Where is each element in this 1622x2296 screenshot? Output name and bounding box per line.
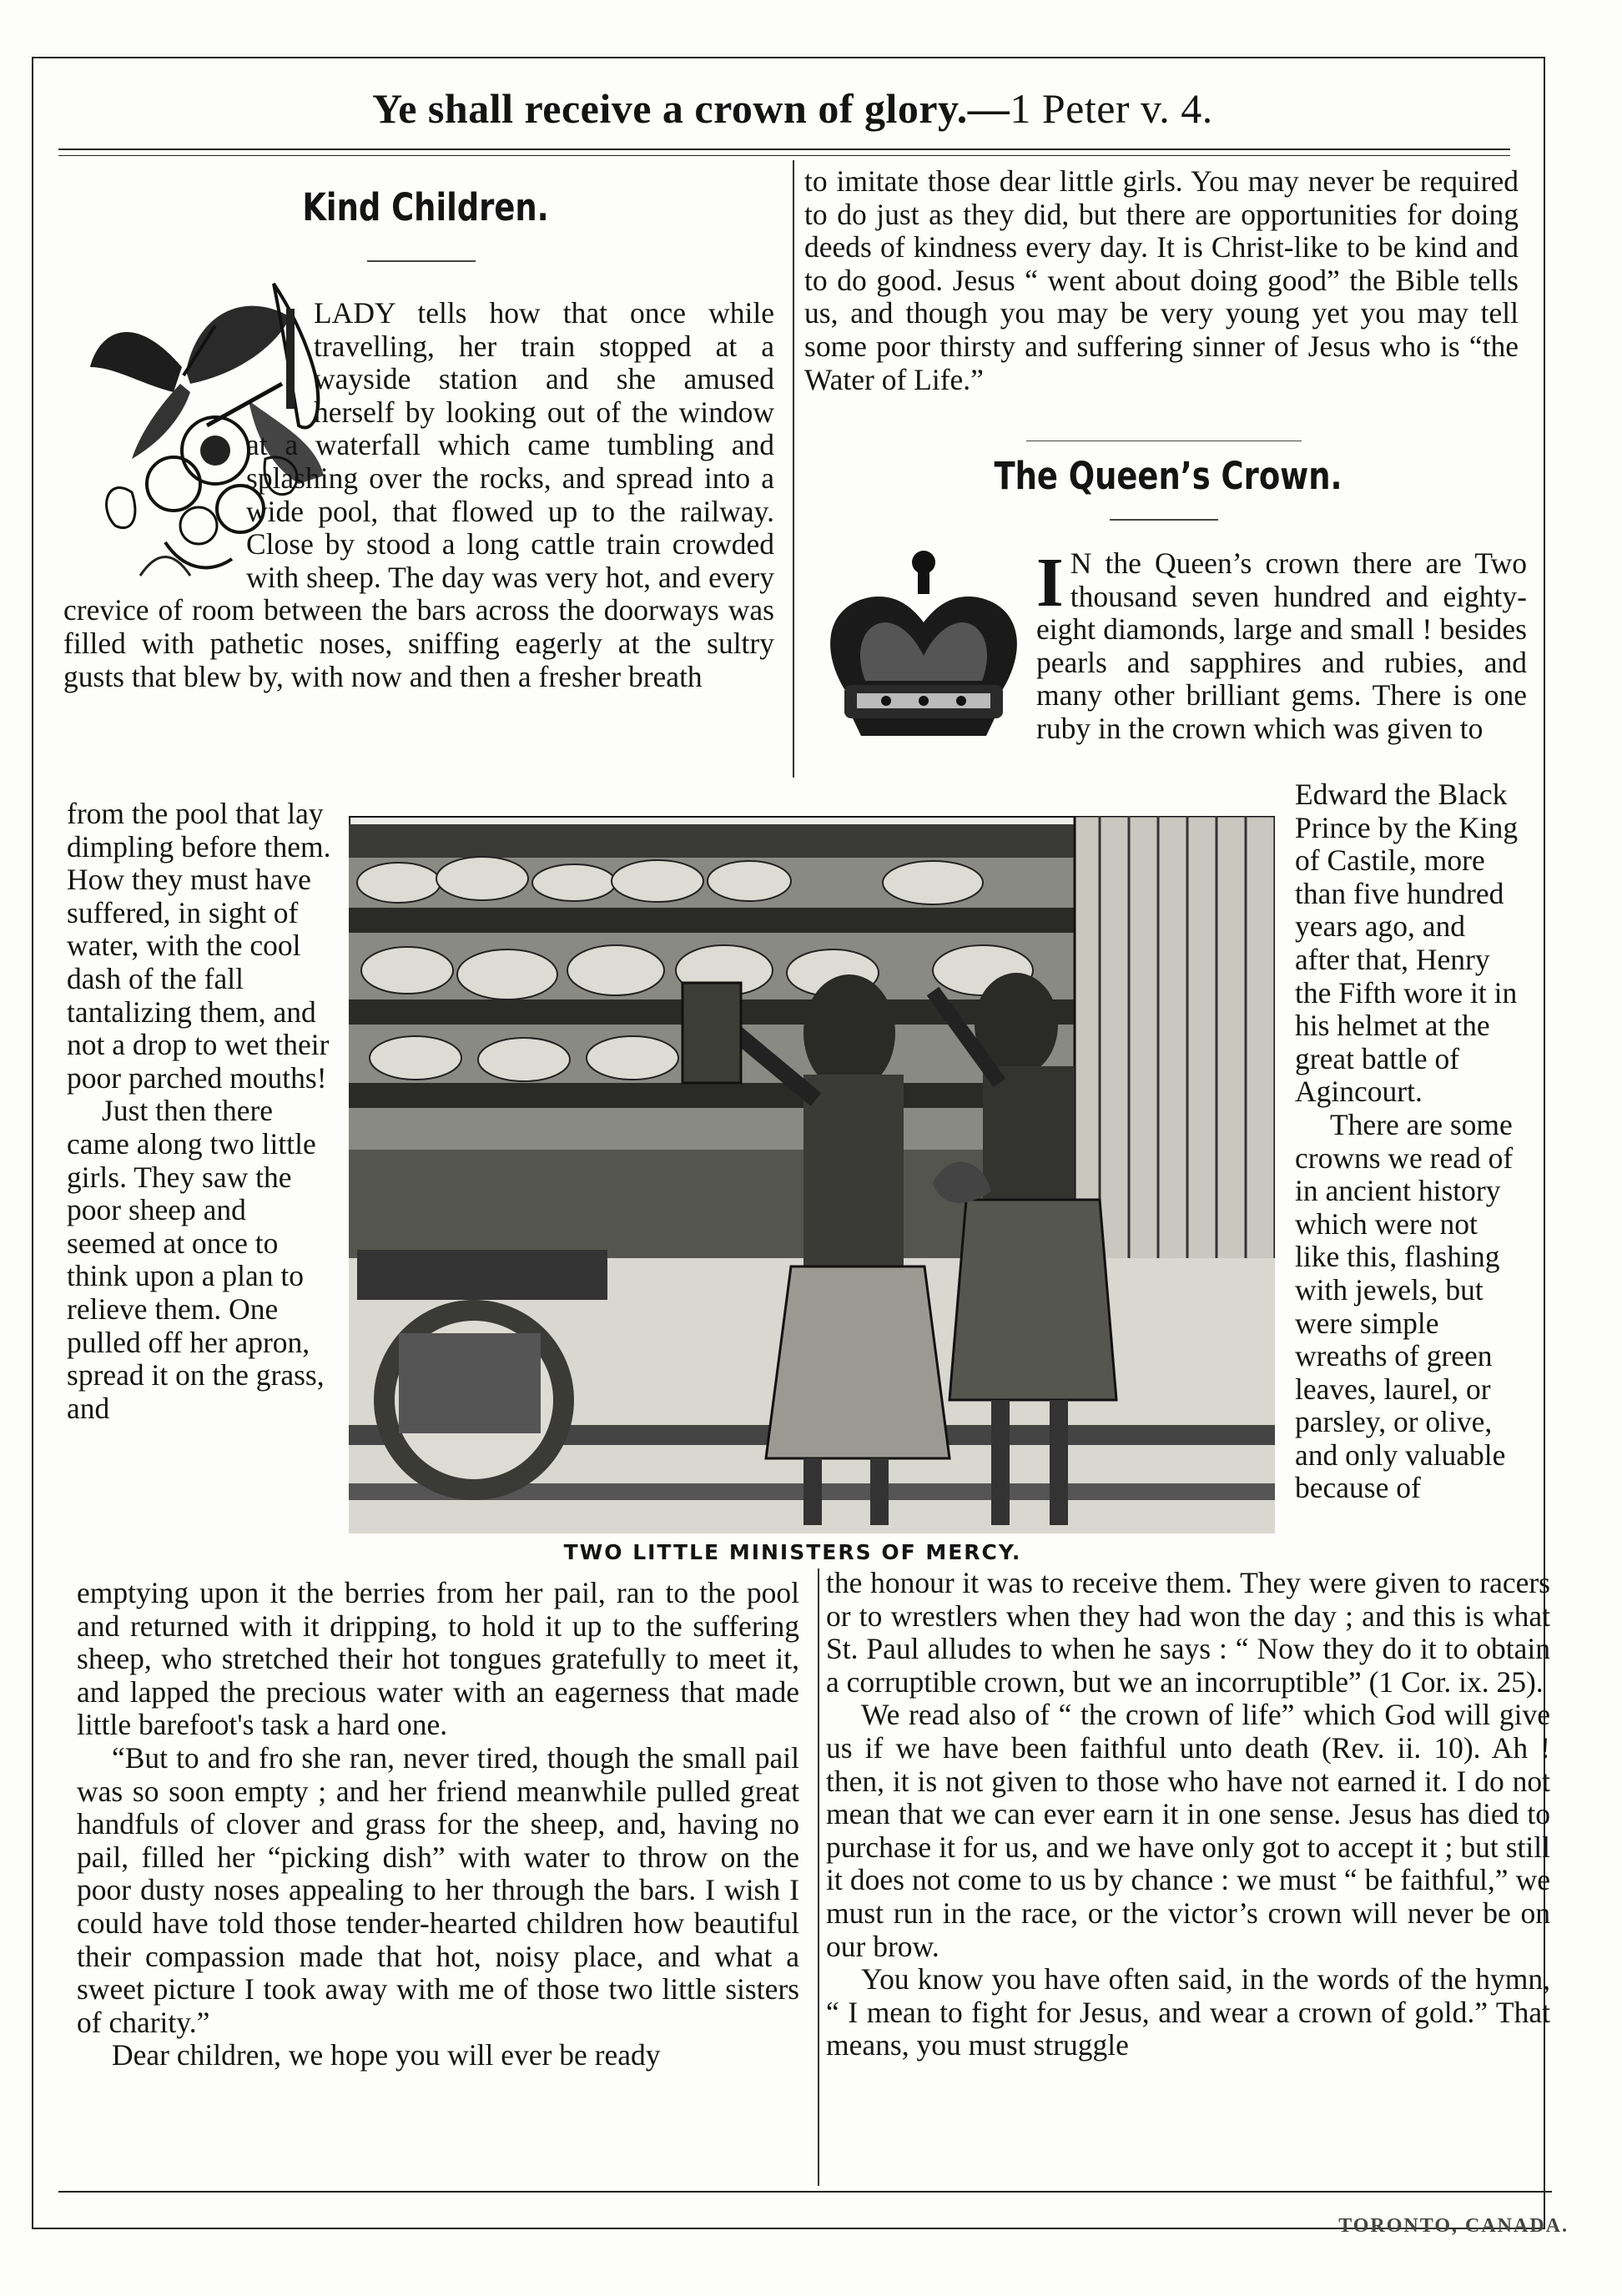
kind-children-bottom-column xyxy=(77,1577,799,2072)
queens-crown-title: The Queen’s Crown. xyxy=(994,454,1342,498)
two-little-ministers-illustration xyxy=(349,816,1275,1533)
header-rule xyxy=(58,149,1510,150)
header-reference: 1 Peter v. 4. xyxy=(1010,85,1213,132)
queens-crown-intro-text: N the Queen’s crown there are Two thousand seven hundred and eighty-eight diamonds, large and small ! besides pearls and sapphires and rubies, and many other brilliant gems. There is one ruby in the crown which was given to xyxy=(1036,546,1527,745)
kind-children-left-column xyxy=(67,798,332,1425)
header-rule-thin xyxy=(58,155,1510,156)
footer-imprint xyxy=(250,2215,1569,2248)
column-divider-top xyxy=(793,160,794,778)
kind-children-intro-text: LADY tells how that once while travelling, her train stopped at a wayside station and she amused herself by looking out of the window at a waterfall which came tumbling and splashing over the rocks, and spread into a wide pool, that flowed up to the railway. Close by stood a long cattle train crowded with sheep. The day was very hot, and every crevice of room between the bars across the doorways was filled with pathetic noses, sniffing eagerly at the sultry gusts that blew by, with now and then a fresher breath xyxy=(63,296,774,693)
queens-bottom-para-2: We read also of “ the crown of life” which God will give us if we have been faithful unto death (Rev. ii. 10). Ah ! then, it is not given to those who have not earned it. I do not mean that we can ever earn it in one sense. Jesus has died to purchase it for us, and we have only got to accept it ; but still it does not come to us by chance : we must “ be faithful,” we must run in the race, or the victor’s crown will never be on our brow. xyxy=(826,1698,1550,1963)
queens-bottom-para-3: You know you have often said, in the words of the hymn, “ I mean to fight for Jesus, and wear a crown of gold.” That means, you must struggle xyxy=(826,1962,1550,2062)
kind-children-title: Kind Children. xyxy=(302,185,549,229)
bottom-para-2: “But to and fro she ran, never tired, though the small pail was so soon empty ; and her friend meanwhile pulled great handfuls of clover and grass for the sheep, and, having no pail, filled her “picking dish” with water to throw on the poor dusty noses appealing to her through the bars. I wish I could have told those tender-hearted children how beautiful their compassion made that hot, noisy place, and what a sweet picture I took away with me of those two little sisters of charity.” xyxy=(77,1740,799,2039)
header-quote: Ye shall receive a crown of glory.— xyxy=(372,85,1010,132)
kind-children-intro xyxy=(63,297,774,693)
continuation-text: to imitate those dear little girls. You may never be required to do just as they did, but there are opportunities for doing deeds of kindness every day. It is Christ-like to be kind and to do good. Jesus “ went about doing good” the Bible tells us, and though you may be very young yet you may tell some poor thirsty and suffering sinner of Jesus who is “the Water of Life.” xyxy=(804,164,1519,396)
column-divider-bottom xyxy=(818,1568,819,2186)
bottom-para-1: emptying upon it the berries from her pail, ran to the pool and returned with it dripping, to hold it up to the suffering sheep, who stretched their hot tongues gratefully to meet it, and lapped the precious water with an eagerness that made little barefoot's task a hard one. xyxy=(77,1576,799,1742)
crown-float-spacer xyxy=(821,547,1036,745)
right-column-para-2: There are some crowns we read of in ancient history which were not like this, flashing with jewels, but were simple wreaths of green leaves, laurel, or parsley, or olive, and only valuable because of xyxy=(1295,1107,1514,1505)
drop-cap: I xyxy=(1036,544,1064,622)
title-ornament-rule xyxy=(367,260,476,262)
kind-children-continuation xyxy=(804,165,1519,396)
queens-bottom-para-1: the honour it was to receive them. They were given to racers or to wrestlers when they had won the day ; and this is what St. Paul alludes to when he says : “ Now they do it to obtain a corruptible crown, but we an incorruptible” (1 Cor. ix. 25). xyxy=(826,1566,1550,1699)
left-column-para-1: from the pool that lay dimpling before them. How they must have suffered, in sight of water, with the cool dash of the fall tantalizing them, and not a drop to wet their poor parched mouths! xyxy=(67,797,331,1095)
queens-crown-intro xyxy=(821,544,1527,746)
right-column-para-1: Edward the Black Prince by the King of Castile, more than five hundred years ago, and after that, Henry the Fifth wore it in his helmet at the great battle of Agincourt. xyxy=(1295,778,1519,1109)
bottom-para-3: Dear children, we hope you will ever be ready xyxy=(112,2038,661,2072)
queens-crown-ornament-rule xyxy=(1110,519,1218,521)
illustration-caption: TWO LITTLE MINISTERS OF MERCY. xyxy=(563,1540,1022,1564)
footer-imprint-text: TORONTO, CANADA. xyxy=(1338,2215,1569,2237)
queens-crown-right-column xyxy=(1295,778,1525,1505)
queens-crown-bottom-column xyxy=(826,1567,1550,2062)
footer-rule xyxy=(58,2191,1552,2193)
left-column-para-2: Just then there came along two little girls. They saw the poor sheep and seemed at once to think upon a plan to relieve them. One pulled off her apron, spread it on the grass, and xyxy=(67,1094,325,1425)
page-header xyxy=(50,75,1535,142)
